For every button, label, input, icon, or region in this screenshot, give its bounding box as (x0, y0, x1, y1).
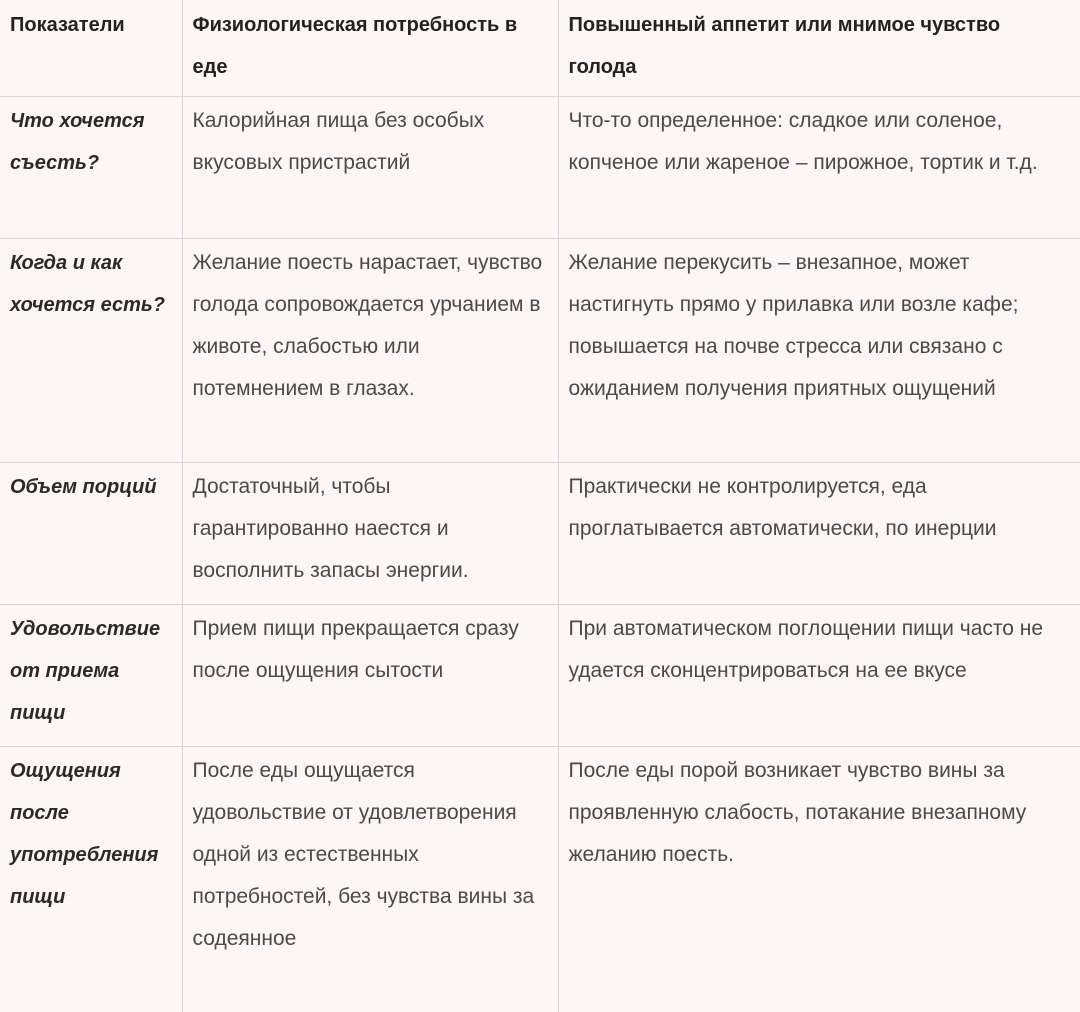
physiological-cell: Калорийная пища без особых вкусовых пристрастий (182, 97, 558, 239)
appetite-cell: Что-то определенное: сладкое или соленое, копченое или жареное – пирожное, тортик и т.д. (558, 97, 1080, 239)
physiological-cell: После еды ощущается удовольствие от удовлетворения одной из естественных потребностей, без чувства вины за содеянное (182, 747, 558, 1012)
physiological-cell: Желание поесть нарастает, чувство голода сопровождается урчанием в животе, слабостью или потемнением в глазах. (182, 239, 558, 463)
table-header-row (0, 0, 1080, 97)
header-increased-appetite: Повышенный аппетит или мнимое чувство голода (558, 0, 1080, 97)
physiological-cell: Достаточный, чтобы гарантированно наестся и восполнить запасы энергии. (182, 463, 558, 605)
appetite-cell: Практически не контролируется, еда проглатывается автоматически, по инерции (558, 463, 1080, 605)
row-label: Удовольствие от приема пищи (0, 605, 182, 747)
row-label: Когда и как хочется есть? (0, 239, 182, 463)
table-row (0, 463, 1080, 605)
appetite-cell: После еды порой возникает чувство вины за проявленную слабость, потакание внезапному желанию поесть. (558, 747, 1080, 1012)
table-row (0, 605, 1080, 747)
appetite-cell: Желание перекусить – внезапное, может настигнуть прямо у прилавка или возле кафе; повышается на почве стресса или связано с ожиданием получения приятных ощущений (558, 239, 1080, 463)
row-label: Объем порций (0, 463, 182, 605)
row-label: Что хочется съесть? (0, 97, 182, 239)
row-label: Ощущения после употребления пищи (0, 747, 182, 1012)
physiological-cell: Прием пищи прекращается сразу после ощущения сытости (182, 605, 558, 747)
table-row (0, 239, 1080, 463)
table-row (0, 747, 1080, 1012)
appetite-cell: При автоматическом поглощении пищи часто не удается сконцентрироваться на ее вкусе (558, 605, 1080, 747)
header-physiological-need: Физиологическая потребность в еде (182, 0, 558, 97)
header-indicators: Показатели (0, 0, 182, 97)
table-row (0, 97, 1080, 239)
